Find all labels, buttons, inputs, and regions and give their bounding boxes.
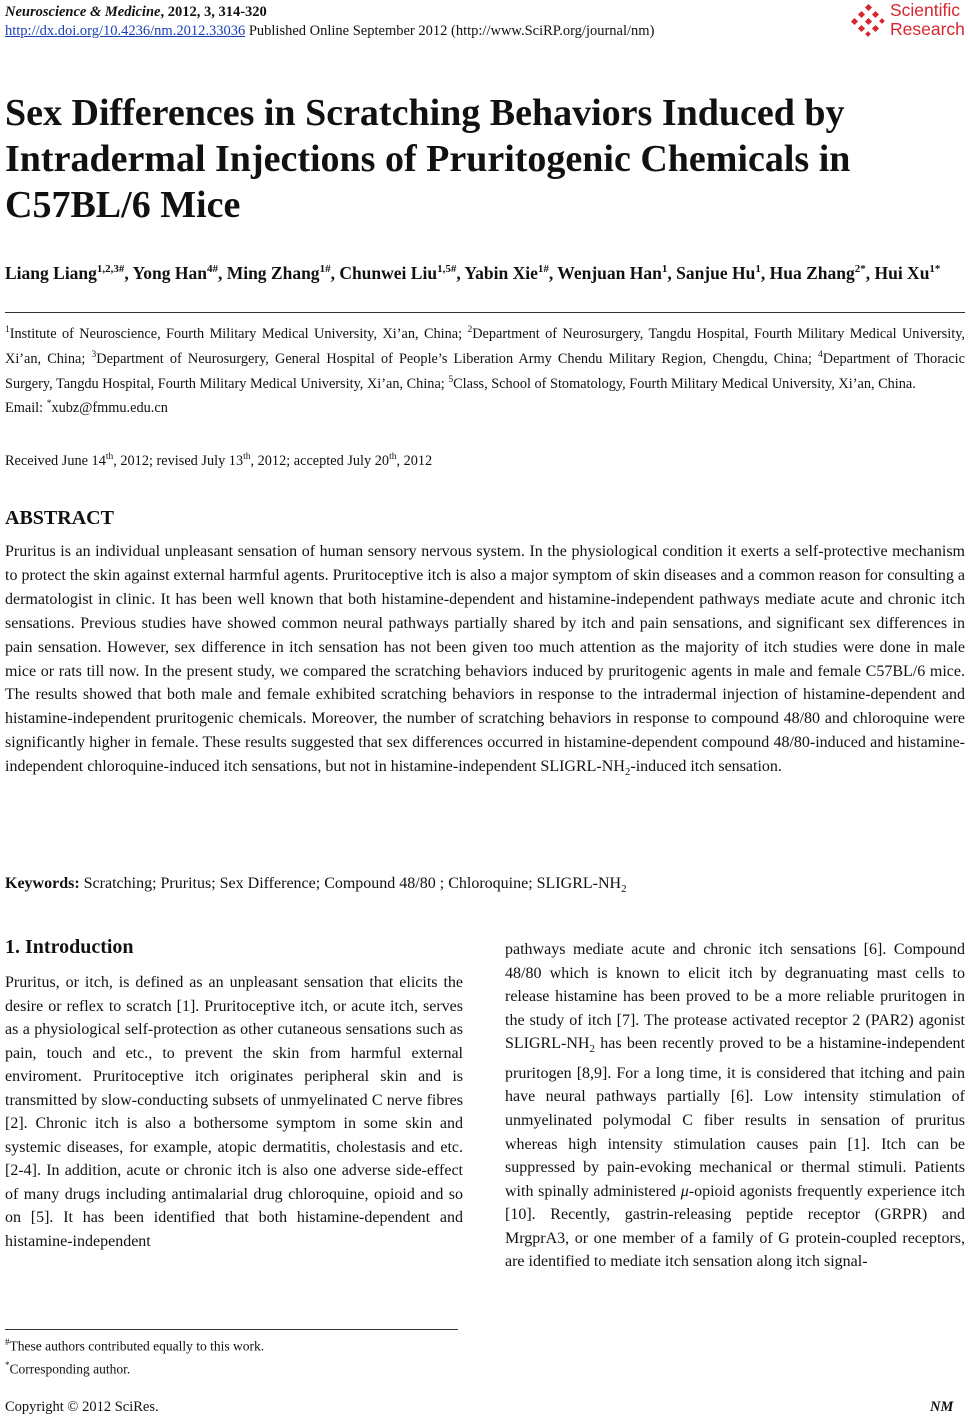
- received-dates: Received June 14th, 2012; revised July 13th, 2012; accepted July 20th, 2012: [5, 452, 433, 469]
- journal-links: [5, 22, 654, 41]
- logo-line-2: Research: [890, 19, 965, 39]
- author: Sanjue Hu$^1$,: [676, 262, 770, 283]
- author-divider: [5, 312, 965, 313]
- logo-wordmark: [890, 1, 965, 39]
- keywords-label: Keywords:: [5, 875, 80, 892]
- doi-link[interactable]: http://dx.doi.org/10.4236/nm.2012.33036: [5, 23, 246, 39]
- intro-right-column: pathways mediate acute and chronic itch sensations [6]. Compound 48/80 which is known to elicit itch by degranuating mast cells to release histamine has been proved to be a more reliable pruritogen in the study of itch [7]. The protease activated receptor 2 (PAR2) agonist SLIGRL-$NH_2$ has been recently proved to be a histamine-independent pruritogen [8,9]. For a long time, it is considered that itching and pain have neural pathways partially [6]. Low intensity stimulation of unmyelinated polymodal C fiber results in sensation of pruritus whereas high intensity stimulation causes pain [1]. Itch can be suppressed by pain-evoking mechanical or thermal stimuli. Patients with spinally administered μ-opioid agonists frequently experience itch [10]. Recently, gastrin-releasing peptide receptor (GRPR) and MrgprA3, or one member of a family of G protein-coupled receptors, are identified to mediate itch sensation along itch signal-: [505, 941, 966, 1271]
- journal-header: [5, 3, 654, 41]
- author: Chunwei Liu$^{1,5\#}$,: [339, 262, 465, 283]
- affiliations: $^1$Institute of Neuroscience, Fourth Military Medical University, Xi’an, China; $^2$Department of Neurosurgery, Tangdu Hospital, Fourth Military Medical University, Xi’an, China; $^3$Department of Neurosurgery, General Hospital of People’s Liberation Army Chendu Military Region, Chengdu, China; $^4$Department of Thoracic Surgery, Tangdu Hospital, Fourth Military Medical University, Xi’an, China; $^5$Class, School of Stomatology, Fourth Military Medical University, Xi’an, China. Email: *xubz@fmmu.edu.cn: [5, 325, 965, 417]
- email-line: Email: *xubz@fmmu.edu.cn: [5, 399, 168, 417]
- paper-title: Sex Differences in Scratching Behaviors Induced by Intradermal Injections of Pruritogenic Chemicals in C57BL/6 Mice: [5, 92, 851, 226]
- author: Hui $Xu^{1*}$: [874, 262, 941, 283]
- abstract-heading: ABSTRACT: [5, 507, 114, 529]
- journal-name: Neuroscience & Medicine: [5, 4, 161, 20]
- author: Hua Zhang$^{2*}$,: [769, 262, 875, 283]
- keywords-list: Scratching; Pruritus; Sex Difference; Compound 48/80 ; Chloroquine; SLIGRL-NH: [79, 875, 622, 892]
- footnote-corresponding: *Corresponding author.: [5, 1359, 131, 1376]
- author-list: [5, 256, 965, 286]
- author: Liang Liang$^{1,2,3\#}$,: [5, 262, 133, 283]
- author: Wenjuan Han$^1$,: [557, 262, 677, 283]
- keywords: Keywords: Scratching; Pruritus; Sex Difference; Compound 48/80 ; Chloroquine; SLIGRL-$NH_2$: [5, 875, 627, 896]
- copyright: Copyright © 2012 SciRes.: [5, 1399, 159, 1415]
- published-online: Published Online September 2012 (http://www.SciRP.org/journal/nm): [245, 23, 655, 39]
- author: Yong Han$^{4\#}$,: [132, 262, 227, 283]
- abstract-body: Pruritus is an individual unpleasant sensation of human sensory nervous system. In the physiological condition it exerts a self-protective mechanism to protect the skin against external harmful agents. Pruritoceptive itch is also a major symptom of skin diseases and a common reason for consulting a dermatologist in clinic. It has been well known that both histamine-dependent and histamine-independent pathways mediate acute and chronic itch sensations. Previous studies have showed common neural pathways partially shared by itch and pain sensations, and significant sex differences in pain sensation. However, sex difference in itch sensation has not been given too much attention as the majority of itch studies were done in male mice or rats till now. In the present study, we compared the scratching behaviors induced by pruritogenic agents in male and female C57BL/6 mice. The results showed that both male and female exhibited scratching behaviors in response to the intradermal injection of histamine-dependent and histamine-independent pruritogenic chemicals. Moreover, the number of scratching behaviors in response to compound 48/80 and chloroquine were significantly higher in female. These results suggested that sex differences occurred in histamine-dependent compound 48/80-induced and histamine-independent chloroquine-induced itch sensations, but not in histamine-independent SLIGRL-$NH_2$-induced itch sensation.: [5, 543, 965, 779]
- publisher-logo: [850, 1, 965, 41]
- author: Ming Zhang$^{1\#}$,: [226, 262, 340, 283]
- journal-citation: [5, 3, 654, 22]
- logo-line-1: Scientific: [890, 0, 961, 20]
- scientific-research-logo-icon: [850, 3, 886, 39]
- author: Yabin Xie$^{1\#}$,: [464, 262, 558, 283]
- journal-volume: , 2012, 3, 314-320: [160, 4, 267, 20]
- footnote-divider: [5, 1329, 458, 1330]
- footnote-equal-contribution: #These authors contributed equally to this work.: [5, 1337, 265, 1354]
- intro-left-column: Pruritus, or itch, is defined as an unpleasant sensation that elicits the desire or reflex to scratch [1]. Pruritoceptive itch, or acute itch, serves as a physiological self-protection as other cutaneous sensations such as pain, touch and etc., to prevent the skin from harmful external enviroment. Pruritoceptive itch originates peripheral skin and is transmitted by slow-conducting subsets of unmyelinated C nerve fibres [2]. Chronic itch is also a bothersome symptom in some skin and systemic diseases, for example, atopic dermatitis, cholestasis and etc. [2-4]. In addition, acute or chronic itch is also one adverse side-effect of many drugs including antimalarial drug chloroquine, opioid and so on [5]. It has been identified that both histamine-dependent and histamine-independent: [5, 974, 463, 1251]
- email-address[interactable]: xubz@fmmu.edu.cn: [51, 400, 168, 417]
- journal-abbrev: NM: [930, 1399, 954, 1415]
- section-heading-introduction: 1. Introduction: [5, 936, 134, 958]
- footnotes: [5, 1333, 264, 1378]
